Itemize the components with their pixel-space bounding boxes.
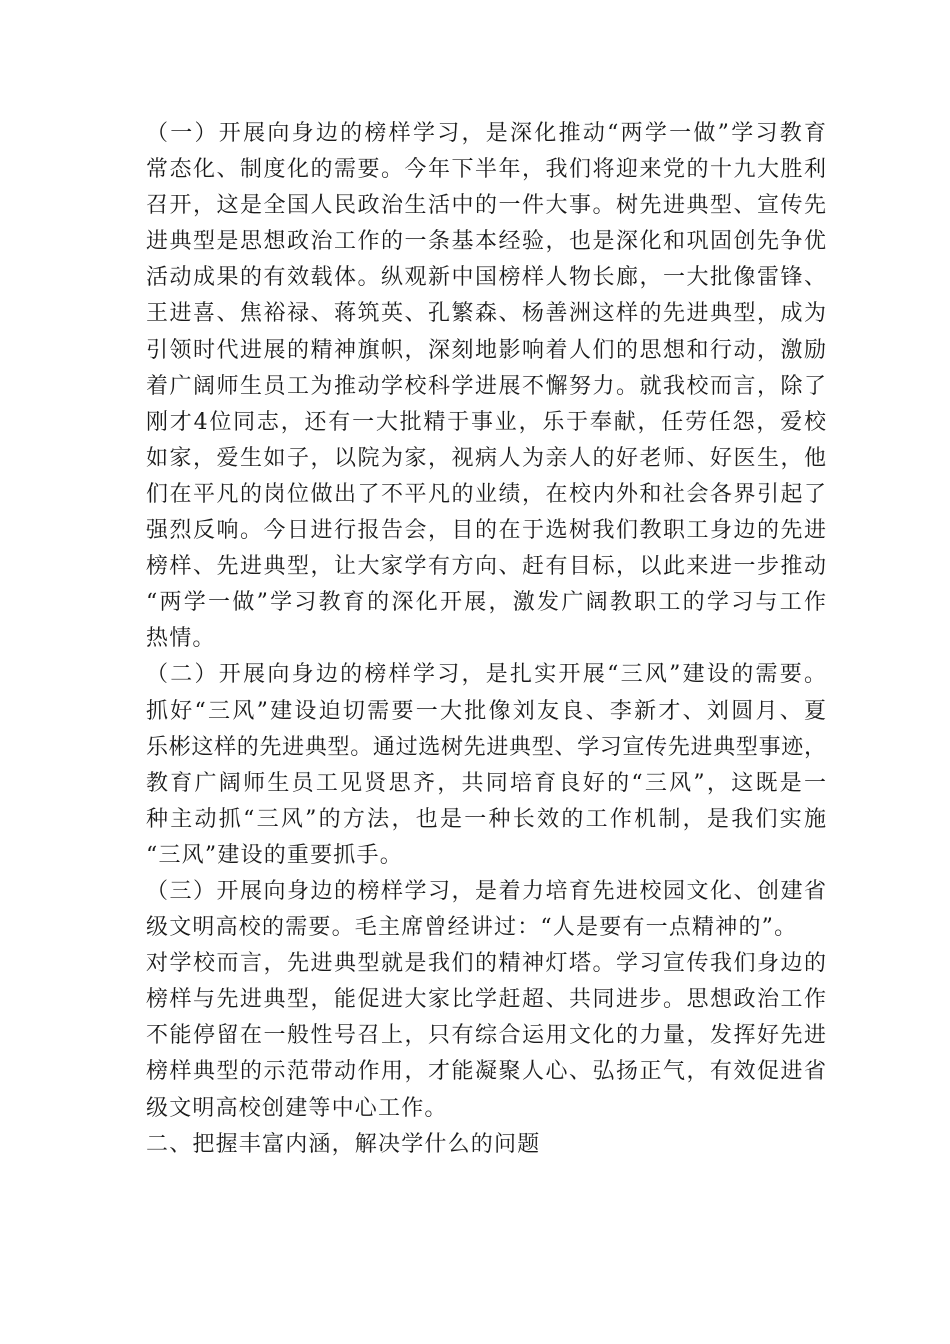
section-heading: 二、把握丰富内涵，解决学什么的问题 [146, 1131, 541, 1157]
text-line: 们在平凡的岗位做出了不平凡的业绩，在校内外和社会各界引起了 [146, 481, 826, 507]
text-line: 抓好“三风”建设迫切需要一大批像刘友良、李新才、刘圆月、夏 [146, 698, 826, 724]
text-line: 强烈反响。今日进行报告会，目的在于选树我们教职工身边的先进 [146, 518, 826, 544]
text-line: 乐彬这样的先进典型。通过选树先进典型、学习宣传先进典型事迹， [146, 734, 826, 760]
text-line: “三风”建设的重要抓手。 [146, 842, 403, 868]
text-line: 级文明高校的需要。毛主席曾经讲过：“人是要有一点精神的”。 [146, 915, 798, 941]
text-line: 教育广阔师生员工见贤思齐，共同培育良好的“三风”，这既是一 [146, 770, 826, 796]
text-line: 活动成果的有效载体。纵观新中国榜样人物长廊，一大批像雷锋、 [146, 265, 826, 291]
text-line: 种主动抓“三风”的方法，也是一种长效的工作机制，是我们实施 [146, 806, 826, 832]
text-line: 刚才4位同志，还有一大批精于事业，乐于奉献，任劳任怨，爱校 [146, 409, 826, 435]
text-line: 常态化、制度化的需要。今年下半年，我们将迎来党的十九大胜利 [146, 157, 826, 183]
text-line: （二）开展向身边的榜样学习，是扎实开展“三风”建设的需要。 [146, 662, 826, 688]
text-line: 引领时代进展的精神旗帜，深刻地影响着人们的思想和行动，激励 [146, 337, 826, 363]
text-line: 榜样与先进典型，能促进大家比学赶超、共同进步。思想政治工作 [146, 987, 826, 1013]
text-line: 王进喜、焦裕禄、蒋筑英、孔繁森、杨善洲这样的先进典型，成为 [146, 301, 826, 327]
document-body [146, 116, 826, 1163]
text-line: 榜样典型的示范带动作用，才能凝聚人心、弘扬正气，有效促进省 [146, 1059, 826, 1085]
text-line: 级文明高校创建等中心工作。 [146, 1095, 448, 1121]
text-line: 召开，这是全国人民政治生活中的一件大事。树先进典型、宣传先 [146, 193, 826, 219]
text-line: 如家，爱生如子，以院为家，视病人为亲人的好老师、好医生，他 [146, 445, 826, 471]
text-line: 着广阔师生员工为推动学校科学进展不懈努力。就我校而言，除了 [146, 373, 826, 399]
text-line: （三）开展向身边的榜样学习，是着力培育先进校园文化、创建省 [146, 878, 826, 904]
text-line: 榜样、先进典型，让大家学有方向、赶有目标，以此来进一步推动 [146, 554, 826, 580]
text-line: “两学一做”学习教育的深化开展，激发广阔教职工的学习与工作 [146, 590, 826, 616]
text-line: 热情。 [146, 626, 216, 652]
text-line: 进典型是思想政治工作的一条基本经验，也是深化和巩固创先争优 [146, 229, 826, 255]
text-line: 不能停留在一般性号召上，只有综合运用文化的力量，发挥好先进 [146, 1023, 826, 1049]
text-line: （一）开展向身边的榜样学习，是深化推动“两学一做”学习教育 [146, 121, 826, 146]
text-line: 对学校而言，先进典型就是我们的精神灯塔。学习宣传我们身边的 [146, 951, 826, 977]
